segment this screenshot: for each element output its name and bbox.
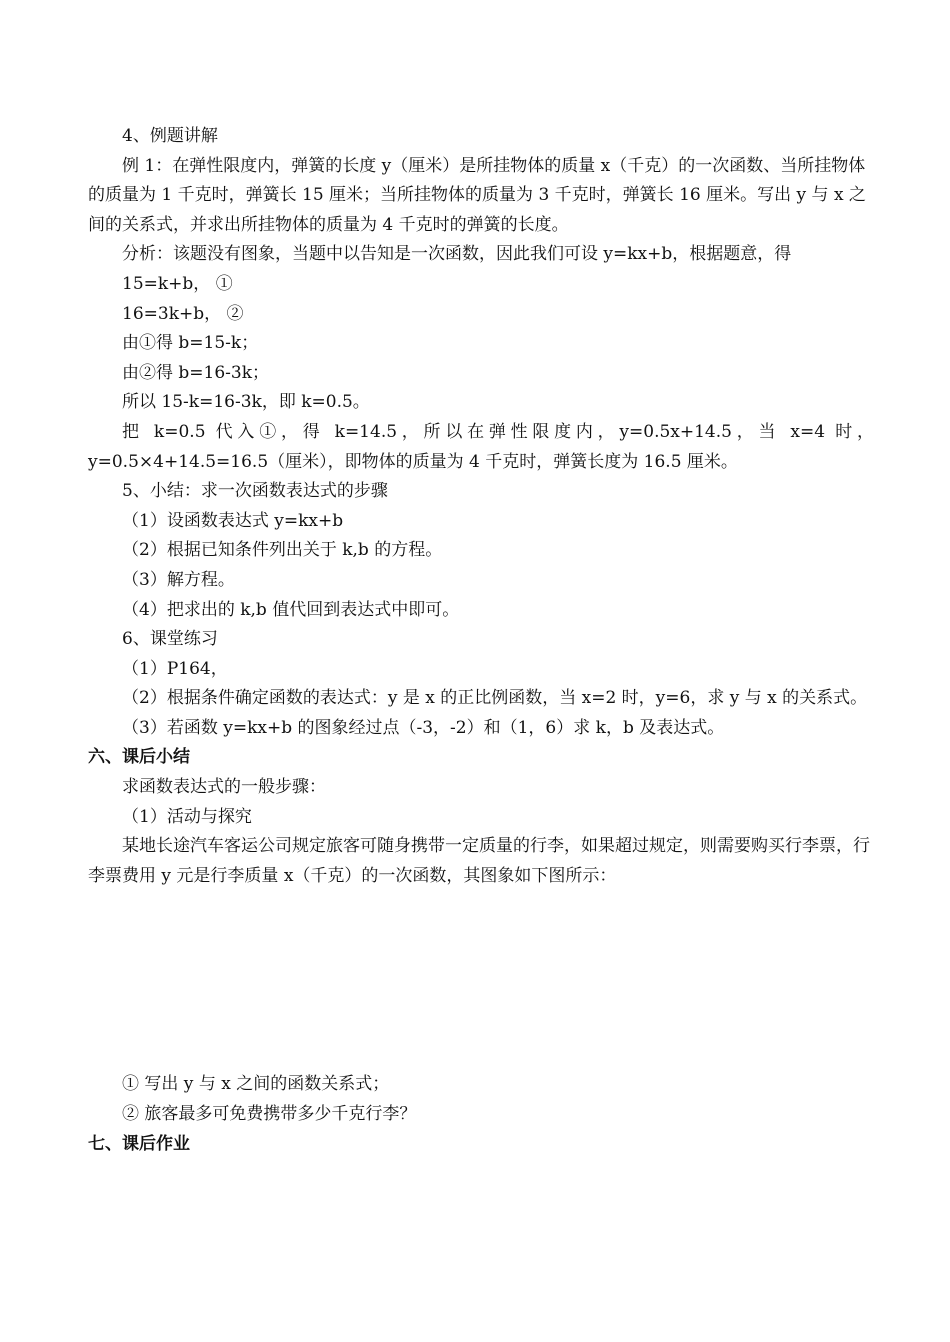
activity-label: （1）活动与探究 bbox=[122, 806, 252, 827]
derivation-2: 由②得 b=16-3k； bbox=[122, 362, 270, 383]
analysis-text: 分析：该题没有图象，当题中以告知是一次函数，因此我们可设 y=kx+b，根据题意，得 bbox=[122, 244, 792, 265]
step-3: （3）解方程。 bbox=[122, 569, 235, 590]
figure-placeholder bbox=[88, 891, 874, 1070]
derivation-3: 所以 15-k=16-3k，即 k=0.5。 bbox=[122, 392, 370, 413]
practice-2: （2）根据条件确定函数的表达式：y 是 x 的正比例函数，当 x=2 时，y=6，求 y 与 x 的关系式。 bbox=[122, 688, 868, 709]
derivation-1: 由①得 b=15-k； bbox=[122, 333, 259, 354]
section-heading-example: 4、例题讲解 bbox=[122, 126, 218, 146]
section-heading-after-class-summary: 六、课后小结 bbox=[88, 747, 190, 768]
question-2: ② 旅客最多可免费携带多少千克行李？ bbox=[122, 1104, 417, 1125]
step-1: （1）设函数表达式 y=kx+b bbox=[122, 510, 344, 531]
equation-2: 16=3k+b， ② bbox=[122, 303, 244, 324]
practice-1: （1）P164， bbox=[122, 658, 228, 679]
section-heading-homework: 七、课后作业 bbox=[88, 1133, 190, 1154]
step-4: （4）把求出的 k,b 值代回到表达式中即可。 bbox=[122, 599, 460, 620]
solution-text: 把 k=0.5 代入①，得 k=14.5，所以在弹性限度内，y=0.5x+14.5，当 x=4 时，y=0.5×4+14.5=16.5（厘米），即物体的质量为 4 千克时，弹簧长度为 16.5 厘米。 bbox=[88, 421, 874, 472]
activity-problem: 某地长途汽车客运公司规定旅客可随身携带一定质量的行李，如果超过规定，则需要购买行李票，行李票费用 y 元是行李质量 x（千克）的一次函数，其图象如下图所示： bbox=[88, 836, 870, 886]
question-1: ① 写出 y 与 x 之间的函数关系式； bbox=[122, 1074, 390, 1095]
section-heading-summary: 5、小结：求一次函数表达式的步骤 bbox=[122, 481, 388, 502]
step-2: （2）根据已知条件列出关于 k,b 的方程。 bbox=[122, 540, 443, 561]
general-steps-label: 求函数表达式的一般步骤： bbox=[122, 777, 326, 798]
example-1-problem: 例 1：在弹性限度内，弹簧的长度 y（厘米）是所挂物体的质量 x（千克）的一次函数、当所挂物体的质量为 1 千克时，弹簧长 15 厘米；当所挂物体的质量为 3 千克时，弹簧长 16 厘米。写出 y 与 x 之间的关系式，并求出所挂物体的质量为 4 千克时的弹簧的长度。 bbox=[88, 155, 866, 235]
document-page bbox=[88, 122, 874, 1159]
practice-3: （3）若函数 y=kx+b 的图象经过点（-3，-2）和（1，6）求 k，b 及表达式。 bbox=[122, 717, 725, 738]
equation-1: 15=k+b， ① bbox=[122, 273, 233, 294]
section-heading-practice: 6、课堂练习 bbox=[122, 629, 218, 650]
